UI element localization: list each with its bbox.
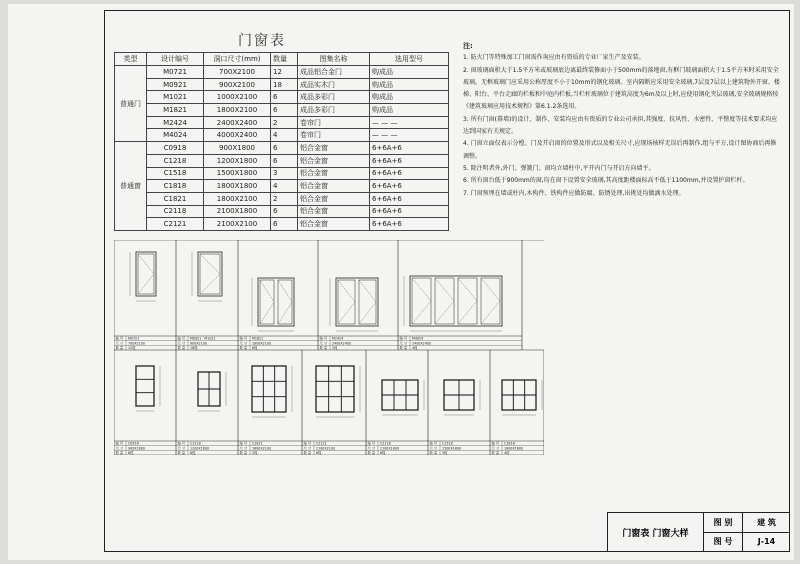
number-value: J-14 [757, 537, 776, 546]
label-size: 尺 寸 [429, 446, 438, 451]
cell-qty: 6 [271, 104, 298, 117]
door-outline [136, 252, 156, 296]
cell-atlas: 铝合金窗 [298, 218, 370, 231]
label-size: 尺 寸 [303, 446, 312, 451]
elevation-qty: 6樘 [252, 346, 258, 350]
window-elevation [114, 350, 176, 455]
door-elevation [114, 240, 176, 350]
cell-atlas: 铝合金窗 [298, 142, 370, 155]
schedule-row [115, 104, 449, 117]
elevation-code: M0921 · M1021 [190, 336, 216, 341]
label-qty: 数 量 [115, 346, 124, 350]
cell-note: 6+6A+6 [370, 142, 449, 155]
elevation-size: 2400X2400 [332, 341, 352, 346]
cell-qty: 2 [271, 116, 298, 129]
label-code: 编 号 [115, 441, 124, 446]
label-qty: 数 量 [319, 346, 328, 350]
window-outline [136, 366, 154, 406]
window-elevation [238, 350, 302, 455]
elevation-code: M2424 [332, 336, 344, 341]
elevation-qty: 6樘 [380, 451, 386, 455]
door-outline [336, 278, 378, 326]
label-size: 尺 寸 [319, 341, 328, 346]
note-item: 4. 门窗立面仅表示分樘、门及开启窗的位置及形式以及相关尺寸,应现场核样无误后再制作,组与平方,设计图协商后再修调整。 [463, 140, 777, 160]
elevation-size: 1200X1800 [190, 446, 210, 451]
schedule-title: 门窗表 [238, 33, 286, 49]
cell-size: 1800X2100 [204, 192, 271, 205]
cell-qty: 3 [271, 167, 298, 180]
label-qty: 数 量 [303, 451, 312, 455]
cell-qty: 6 [271, 91, 298, 104]
cell-code: C1818 [147, 180, 204, 193]
label-code: 编 号 [115, 336, 124, 341]
title-block [607, 512, 790, 551]
cell-code: C1821 [147, 192, 204, 205]
cell-qty: 6 [271, 154, 298, 167]
label-size: 尺 寸 [115, 341, 124, 346]
header-type: 类型 [115, 53, 147, 66]
schedule-row [115, 218, 449, 231]
cell-qty: 6 [271, 205, 298, 218]
label-code: 编 号 [429, 441, 438, 446]
window-elevation [366, 350, 428, 455]
elevation-qty: 4樘 [504, 451, 510, 455]
cell-note: 6+6A+6 [370, 180, 449, 193]
schedule-row [115, 91, 449, 104]
elevation-size: 2400X2400 [412, 341, 432, 346]
cell-note: 购成品 [370, 78, 449, 91]
door-outline [198, 252, 222, 296]
category-label: 图 别 [704, 513, 743, 533]
elevation-size: 1800X2100 [252, 446, 272, 451]
cell-note: 6+6A+6 [370, 154, 449, 167]
schedule-row [115, 205, 449, 218]
design-notes [463, 40, 781, 200]
schedule-row [115, 154, 449, 167]
cell-atlas: 成品多彩门 [298, 104, 370, 117]
cell-code: M1821 [147, 104, 204, 117]
schedule-row [115, 180, 449, 193]
cell-qty: 4 [271, 180, 298, 193]
label-code: 编 号 [239, 441, 248, 446]
elevation-drawings [114, 240, 544, 455]
notes-heading: 注: [463, 42, 473, 50]
label-code: 编 号 [177, 441, 186, 446]
header-model: 选用型号 [370, 53, 449, 66]
cell-note: 购成品 [370, 66, 449, 79]
cell-qty: 18 [271, 78, 298, 91]
cell-size: 2400X2400 [204, 116, 271, 129]
elevation-size: 2100X1800 [380, 446, 400, 451]
cell-atlas: 成品多彩门 [298, 91, 370, 104]
cell-note: 6+6A+6 [370, 192, 449, 205]
label-qty: 数 量 [491, 451, 500, 455]
cell-note: — — — [370, 129, 449, 142]
window-elevation [176, 350, 238, 455]
schedule-row [115, 129, 449, 142]
cell-size: 2100X1800 [204, 205, 271, 218]
elevation-code: M0721 [128, 336, 140, 341]
cell-note: 6+6A+6 [370, 205, 449, 218]
schedule-row [115, 192, 449, 205]
cell-atlas: 铝合金窗 [298, 180, 370, 193]
cell-atlas: 成品铝合金门 [298, 66, 370, 79]
label-qty: 数 量 [239, 346, 248, 350]
drawing-name: 门窗表 门窗大样 [608, 513, 704, 551]
cell-code: C2121 [147, 218, 204, 231]
category-value: 建 筑 [743, 513, 790, 533]
cell-qty: 12 [271, 66, 298, 79]
elevation-size: 900X2100 [190, 341, 207, 346]
cell-size: 900X1800 [204, 142, 271, 155]
label-qty: 数 量 [367, 451, 376, 455]
window-elevation [428, 350, 490, 455]
cell-size: 700X2100 [204, 66, 271, 79]
cell-size: 1800X2100 [204, 104, 271, 117]
cell-note: 购成品 [370, 91, 449, 104]
cell-atlas: 成品实木门 [298, 78, 370, 91]
elevation-code: C2121 [316, 441, 327, 446]
cell-code: C0918 [147, 142, 204, 155]
window-outline [252, 366, 286, 412]
elevation-code: C1218 [190, 441, 201, 446]
cell-code: C1518 [147, 167, 204, 180]
elevation-code: M1821 [252, 336, 264, 341]
elevation-code: M4024 [412, 336, 424, 341]
note-item: 7. 门窗预埋在墙或柱内,木构件、铁构件应做防腐、防锈处理,出挑处均做滴水处理。 [463, 189, 685, 197]
label-qty: 数 量 [177, 451, 186, 455]
cell-code: C1218 [147, 154, 204, 167]
row-type: 普通门 [115, 66, 147, 142]
schedule-row [115, 142, 449, 155]
cell-note: 6+6A+6 [370, 218, 449, 231]
elevation-code: C1821 [252, 441, 263, 446]
label-qty: 数 量 [177, 346, 186, 350]
elevation-code: C2118 [380, 441, 391, 446]
elevation-qty: 12樘 [128, 346, 136, 350]
row-type: 普通窗 [115, 142, 147, 231]
label-size: 尺 寸 [177, 446, 186, 451]
elevation-code: C0918 [128, 441, 139, 446]
cell-atlas: 铝合金窗 [298, 167, 370, 180]
label-code: 编 号 [177, 336, 186, 341]
label-code: 编 号 [399, 336, 408, 341]
schedule-row [115, 167, 449, 180]
cell-qty: 6 [271, 142, 298, 155]
elevation-qty: 6樘 [316, 451, 322, 455]
cell-qty: 6 [271, 218, 298, 231]
elevation-size: 1800X1800 [504, 446, 524, 451]
elevation-size: 1500X1800 [442, 446, 462, 451]
cell-note: — — — [370, 116, 449, 129]
label-qty: 数 量 [399, 346, 408, 350]
label-qty: 数 量 [429, 451, 438, 455]
elevation-code: C1518 [442, 441, 453, 446]
cell-code: M0721 [147, 66, 204, 79]
header-size: 洞口尺寸(mm) [204, 53, 271, 66]
elevation-qty: 3樘 [442, 451, 448, 455]
label-code: 编 号 [303, 441, 312, 446]
cell-atlas: 铝合金窗 [298, 154, 370, 167]
door-elevation [398, 240, 522, 350]
door-outline [410, 276, 502, 326]
elevation-qty: 2樘 [332, 346, 338, 350]
cell-code: M4024 [147, 129, 204, 142]
schedule-row [115, 116, 449, 129]
door-window-schedule [114, 52, 449, 231]
cell-size: 1500X1800 [204, 167, 271, 180]
label-code: 编 号 [491, 441, 500, 446]
note-item: 5. 除注明者外,外门、弹簧门、窗均立墙柱中,平开内门与开启方向墙平。 [463, 164, 655, 172]
elevation-qty: 18樘 [190, 346, 198, 350]
elevation-qty: 6樘 [190, 451, 196, 455]
note-item: 6. 所有窗台低于900mm的窗,均在窗下设置安全玻璃,其高度距楼面标高不低于1100mm,并设置护窗栏杆。 [463, 177, 749, 185]
cell-size: 4000X2400 [204, 129, 271, 142]
cell-size: 900X2100 [204, 78, 271, 91]
door-elevation [176, 240, 238, 350]
label-code: 编 号 [239, 336, 248, 341]
cell-code: M2424 [147, 116, 204, 129]
cell-atlas: 铝合金窗 [298, 192, 370, 205]
label-size: 尺 寸 [177, 341, 186, 346]
cell-size: 2100X2100 [204, 218, 271, 231]
label-size: 尺 寸 [399, 341, 408, 346]
cell-size: 1200X1800 [204, 154, 271, 167]
cell-qty: 2 [271, 192, 298, 205]
elevation-size: 900X1800 [128, 446, 145, 451]
cell-code: M0921 [147, 78, 204, 91]
cell-qty: 4 [271, 129, 298, 142]
elevation-qty: 2樘 [252, 451, 258, 455]
label-size: 尺 寸 [115, 446, 124, 451]
cell-atlas: 卷帘门 [298, 116, 370, 129]
cell-code: M1021 [147, 91, 204, 104]
door-elevation [318, 240, 398, 350]
label-code: 编 号 [319, 336, 328, 341]
elevation-size: 700X2100 [128, 341, 145, 346]
label-qty: 数 量 [239, 451, 248, 455]
header-qty: 数量 [271, 53, 298, 66]
cell-note: 6+6A+6 [370, 167, 449, 180]
elevation-qty: 4樘 [412, 346, 418, 350]
note-item: 3. 所有门窗(幕墙)的设计、制作、安装均应由有资质的专业公司承担,其强度、抗风性、水密性、平整度等技术要求均应达到国家有关规定。 [463, 115, 778, 136]
cell-note: 购成品 [370, 104, 449, 117]
label-size: 尺 寸 [239, 446, 248, 451]
cell-size: 1800X1800 [204, 180, 271, 193]
note-item: 1. 防火门等特殊加工门窗需作询应由有资质的专业厂家生产及安装。 [463, 54, 645, 62]
header-code: 设计编号 [147, 53, 204, 66]
schedule-row [115, 66, 449, 79]
door-elevation [238, 240, 318, 350]
cell-size: 1000X2100 [204, 91, 271, 104]
label-size: 尺 寸 [367, 446, 376, 451]
schedule-row [115, 78, 449, 91]
cell-atlas: 铝合金窗 [298, 205, 370, 218]
window-elevation [302, 350, 366, 455]
elevation-code: C1818 [504, 441, 515, 446]
cell-code: C2118 [147, 205, 204, 218]
header-atlas: 图集名称 [298, 53, 370, 66]
schedule-header-row [115, 53, 449, 66]
elevation-size: 2100X2100 [316, 446, 336, 451]
window-elevation [490, 350, 544, 455]
label-code: 编 号 [367, 441, 376, 446]
label-size: 尺 寸 [491, 446, 500, 451]
cell-atlas: 卷帘门 [298, 129, 370, 142]
label-qty: 数 量 [115, 451, 124, 455]
window-outline [316, 366, 354, 412]
label-size: 尺 寸 [239, 341, 248, 346]
number-label: 图 号 [704, 532, 743, 551]
elevation-qty: 6樘 [128, 451, 134, 455]
note-item: 2. 窗玻璃面积大于1.5平方米或玻璃底边离最终装修面小于500mm的落地窗,有框门玻璃面积大于1.5平方米时采用安全玻璃。无框玻璃门应采用公称厚度不小于10mm的钢化玻璃。室内隔断应采用安全玻璃,7层及7层以上建筑物外开窗、楼梯、阳台、平台走廊的栏板和中庭内栏板,当栏杆玻璃位于建筑高度为6m及以上时,应使用钢化夹层玻璃,安全玻璃规格按《建筑玻璃应用技术规程》第6.1.2条选用。 [463, 66, 780, 111]
elevation-size: 1800X2100 [252, 341, 272, 346]
